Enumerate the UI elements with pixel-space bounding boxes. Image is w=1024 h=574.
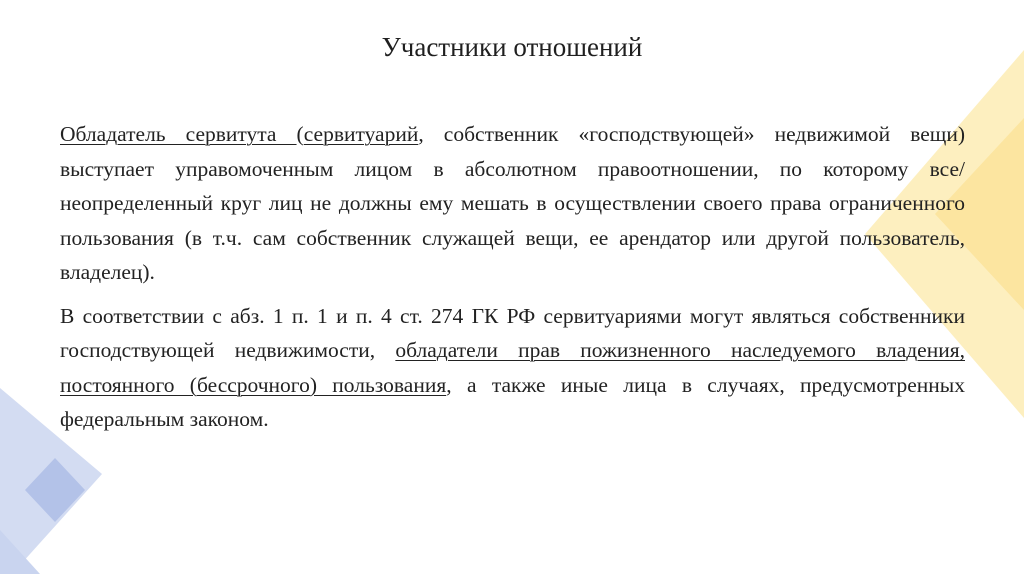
paragraph1-rest: , собственник «господствующей» недвижимой вещи) выступает управомоченным лицом в абсолютном правоотношении, по которому все/неопределенный круг лиц не должны ему мешать в осуществлении своего права ограниченного пользования (в т.ч. сам собственник служащей вещи, ее арендатор или другой пользователь, владелец).	[60, 122, 965, 284]
term-servitude-holder: Обладатель сервитута	[60, 122, 297, 146]
term-servituary: сервитуарий	[303, 122, 419, 146]
paragraph2-lead: В соответствии с абз. 1 п. 1 и п. 4 ст. 274 ГК РФ сервитуариями могут являться собственники господствующей недвижимости,	[60, 303, 965, 362]
open-paren: (	[296, 122, 304, 146]
slide-title: Участники отношений	[381, 32, 643, 62]
paragraph-servitude-holder	[60, 117, 965, 290]
rights-holders-phrase: обладатели прав пожизненного наследуемого владения, постоянного (бессрочного) пользования	[60, 338, 965, 397]
slide-body	[60, 117, 965, 437]
paragraph2-tail: , а также иные лица в случаях, предусмотренных федеральным законом.	[60, 372, 966, 431]
paragraph-civil-code	[60, 299, 965, 437]
